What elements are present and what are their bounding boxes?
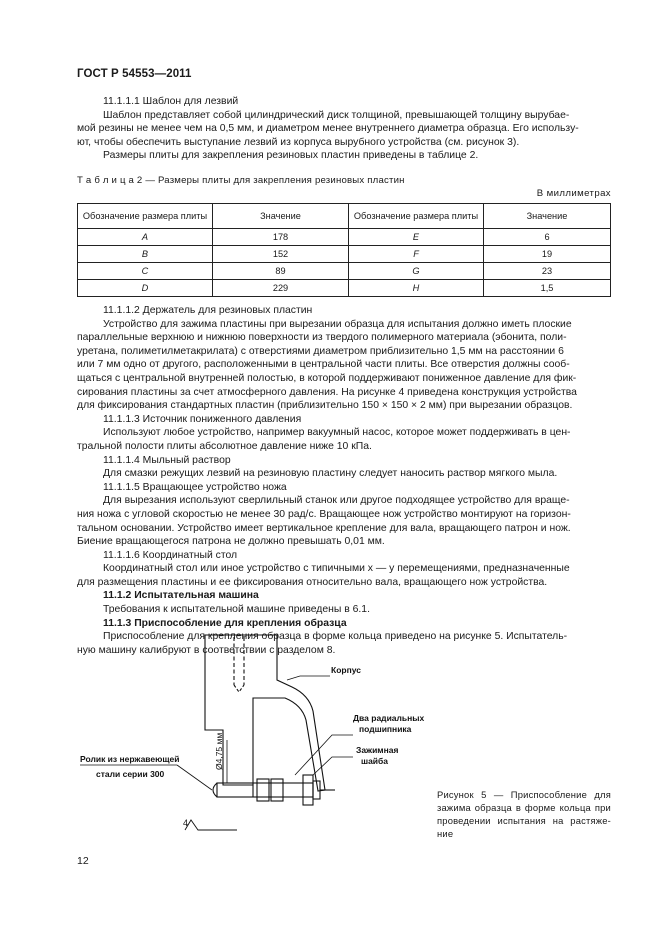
paragraph-line: Используют любое устройство, например вакуумный насос, которое может поддерживать в цен- bbox=[103, 427, 571, 439]
table-row bbox=[78, 246, 611, 263]
column-header: Значение bbox=[484, 204, 611, 229]
label-body: Корпус bbox=[331, 665, 361, 675]
paragraph-line: для фиксирования стандартных пластин (приблизительно 150 × 150 × 2 мм) при вырезании образцов. bbox=[77, 400, 573, 412]
table-row bbox=[78, 280, 611, 297]
table-cell: 6 bbox=[484, 229, 611, 246]
column-header: Значение bbox=[213, 204, 349, 229]
paragraph-line: ную машину калибруют в соответствии с разделом 8. bbox=[77, 644, 336, 656]
table-header-row bbox=[78, 204, 611, 229]
paragraph-line: Размеры плиты для закрепления резиновых пластин приведены в таблице 2. bbox=[103, 150, 479, 162]
paragraph-line: Для смазки режущих лезвий на резиновую пластину следует наносить раствор мягкого мыла. bbox=[103, 468, 558, 480]
label-bearings-line2: подшипника bbox=[359, 724, 412, 734]
bore-tip-hidden-line bbox=[234, 685, 244, 692]
column-header: Обозначение размера плиты bbox=[78, 204, 213, 229]
page-number: 12 bbox=[77, 855, 89, 867]
table-cell: 19 bbox=[484, 246, 611, 263]
figure-caption: Рисунок 5 — Приспособление для зажима образца в форме кольца при проведении испытания на растяже-ние bbox=[437, 789, 611, 839]
paragraph-line: Приспособление для крепления образца в форме кольца приведено на рисунке 5. Испытатель- bbox=[103, 631, 568, 643]
dimension-label: Ø4,75 мм bbox=[214, 732, 224, 770]
leader-roller bbox=[177, 765, 212, 790]
roller-end bbox=[213, 783, 217, 797]
sections-11-1-1-2-to-11-1-3 bbox=[77, 304, 611, 657]
paragraph-line: Координатный стол или иное устройство с типичными x — y перемещениями, предназначенные bbox=[103, 563, 570, 575]
paragraph-line: мой резины не менее чем на 0,5 мм, и диаметром менее внутреннего диаметра образца. Его использу- bbox=[77, 123, 579, 135]
label-roller-line2: стали серии 300 bbox=[96, 769, 165, 779]
table-cell: 229 bbox=[213, 280, 349, 297]
heading-plate-holder: 11.1.1.2 Держатель для резиновых пластин bbox=[103, 305, 313, 316]
heading-soap-solution: 11.1.1.4 Мыльный раствор bbox=[103, 454, 231, 466]
paragraph-line: Устройство для зажима пластины при вырезании образца для испытания должно иметь плоские bbox=[103, 318, 572, 330]
paragraph-line: параллельные верхнюю и нижнюю поверхности из твердого полимерного материала (эбонита, поли- bbox=[77, 332, 567, 344]
table-cell: G bbox=[349, 263, 484, 280]
heading-vacuum-source: 11.1.1.3 Источник пониженного давления bbox=[103, 413, 302, 425]
washer bbox=[303, 775, 313, 805]
plate-dimensions-table bbox=[77, 203, 611, 297]
leader-washer bbox=[313, 757, 353, 775]
paragraph-line: уретана, полиметилметакрилата) с отверстиями диаметром приблизительно 1,5 мм на расстоянии 6 bbox=[77, 345, 564, 357]
label-bearings-line1: Два радиальных bbox=[353, 713, 425, 723]
table-cell: C bbox=[78, 263, 213, 280]
paragraph-line: Шаблон представляет собой цилиндрический диск толщиной, превышающей толщину вырубае- bbox=[103, 109, 570, 121]
table-cell: H bbox=[349, 280, 484, 297]
table-cell: 152 bbox=[213, 246, 349, 263]
paragraph-line: ния ножа с угловой скоростью не менее 30 рад/с. Вращающее нож устройство монтируют на горизон- bbox=[77, 508, 571, 520]
surface-finish-label: 4 bbox=[183, 818, 189, 828]
table-cell: E bbox=[349, 229, 484, 246]
table-cell: B bbox=[78, 246, 213, 263]
heading-blade-template: 11.1.1.1 Шаблон для лезвий bbox=[103, 96, 239, 107]
paragraph-line: для размещения пластины и ее фиксирования относительно вала, вращающего нож устройства. bbox=[77, 576, 548, 588]
label-roller-line1: Ролик из нержавеющей bbox=[80, 754, 180, 764]
section-11-1-1-1 bbox=[77, 95, 611, 163]
paragraph-line: Биение вращающегося патрона не должно превышать 0,01 мм. bbox=[77, 536, 385, 548]
table-caption: Т а б л и ц а 2 — Размеры плиты для закрепления резиновых пластин bbox=[77, 175, 405, 186]
table-cell: D bbox=[78, 280, 213, 297]
label-washer-line2: шайба bbox=[361, 756, 389, 766]
column-header: Обозначение размера плиты bbox=[349, 204, 484, 229]
paragraph-line: Для вырезания используют сверлильный станок или другое подходящее устройство для враще- bbox=[103, 495, 570, 507]
table-cell: A bbox=[78, 229, 213, 246]
heading-coordinate-table: 11.1.1.6 Координатный стол bbox=[103, 549, 238, 561]
bearing bbox=[271, 779, 283, 801]
heading-knife-rotator: 11.1.1.5 Вращающее устройство ножа bbox=[103, 481, 287, 493]
table-cell: 1,5 bbox=[484, 280, 611, 297]
table-row bbox=[78, 263, 611, 280]
leader-bearings bbox=[295, 735, 353, 775]
table-units: В миллиметрах bbox=[536, 188, 611, 199]
table-row bbox=[78, 229, 611, 246]
heading-specimen-fixture: 11.1.3 Приспособление для крепления образца bbox=[103, 617, 347, 629]
bearing bbox=[257, 779, 269, 801]
label-washer-line1: Зажимная bbox=[356, 745, 399, 755]
paragraph-line: щаться с центральной внутренней полостью, в которой поддерживают пониженное давление для фик- bbox=[77, 372, 577, 384]
paragraph-line: ют, чтобы обеспечить выступание лезвий из корпуса вырубного устройства (см. рисунок 3). bbox=[77, 136, 520, 148]
paragraph-line: тальном основании. Устройство имеет вертикальное крепление для вала, вращающего патрон и нож. bbox=[77, 522, 571, 534]
figure-5-drawing bbox=[77, 625, 427, 840]
table-cell: 23 bbox=[484, 263, 611, 280]
paragraph-line: Требования к испытательной машине приведены в 6.1. bbox=[103, 604, 370, 616]
paragraph-line: или 7 мм одно от другого, расположенными в центральной части плиты. Все отверстия должны сооб- bbox=[77, 359, 570, 371]
standard-header: ГОСТ Р 54553—2011 bbox=[77, 68, 192, 80]
leader-body bbox=[287, 676, 330, 680]
paragraph-line: тральной полости плиты абсолютное давление ниже 10 кПа. bbox=[77, 440, 372, 452]
paragraph-line: сирования пластины за счет атмосферного давления. На рисунке 4 приведена конструкция устройства bbox=[77, 386, 577, 398]
surface-finish-mark bbox=[185, 820, 237, 830]
table-cell: F bbox=[349, 246, 484, 263]
heading-testing-machine: 11.1.2 Испытательная машина bbox=[103, 590, 259, 602]
table-cell: 178 bbox=[213, 229, 349, 246]
table-cell: 89 bbox=[213, 263, 349, 280]
